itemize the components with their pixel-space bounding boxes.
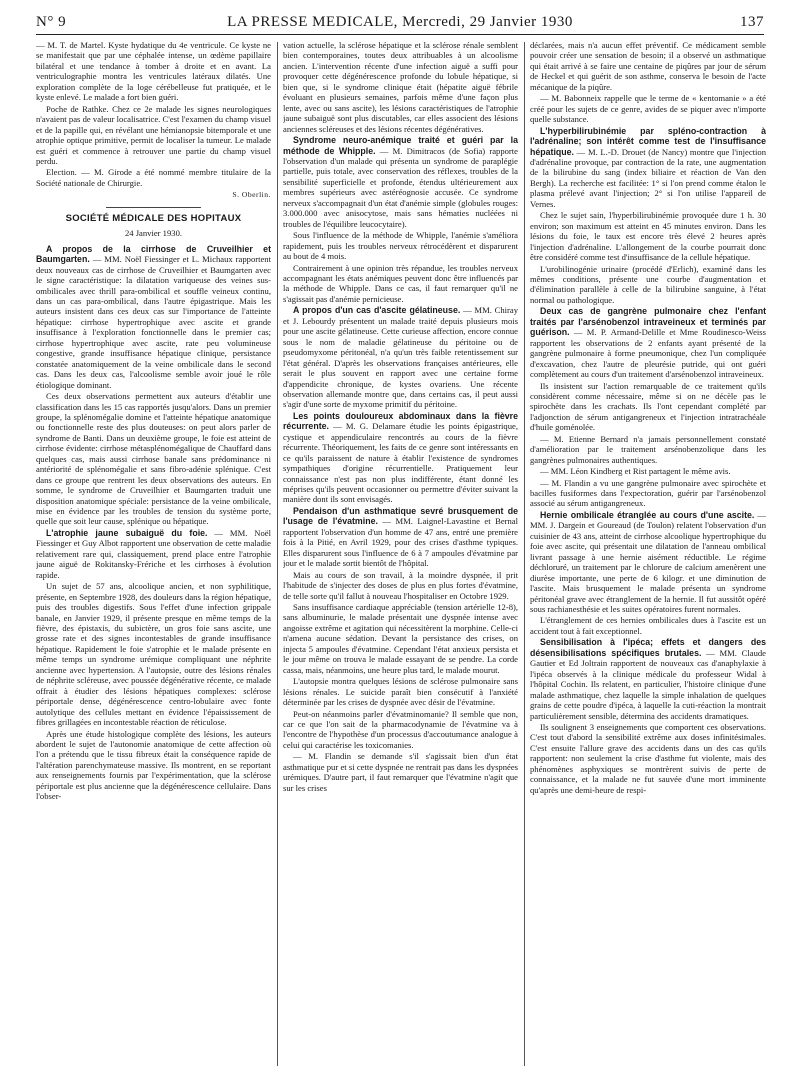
paragraph: — M. Flandin a vu une gangrène pulmonaire avec spirochète et bacilles fusiformes dans l'expectoration, guérir par l'arsénobenzol associé au sérum antigangreneux.: [530, 477, 766, 509]
article-heading: L'atrophie jaune subaiguë du foie.: [46, 527, 208, 538]
article-heading: Pendaison d'un asthmatique sevré brusquement de l'usage de l'évatmine.: [283, 505, 518, 527]
article-paragraph: Pendaison d'un asthmatique sevré brusquement de l'usage de l'évatmine. — MM. Laignel-Lavastine et Bernal rapportent l'observation d'un homme de 47 ans, entré une première fois à la Pitié, en Avril 1929, pour des crises d'asthme typiques. Elles disparurent sous l'influence de 6 à 7 ampoules d'évatmine par jour et le malade sortit bientôt de l'hôpital.: [283, 505, 518, 569]
column-1: [36, 40, 271, 1070]
paragraph: Poche de Rathke. Chez ce 2e malade les signes neurologiques n'avaient pas de valeur localisatrice. C'est l'examen du champ visuel et de la papille qui, en révélant une hémianopsie bitemporale et une atrophie optique primitive, permit de localiser la tumeur. Le malade est guéri et commence à retrouver une partie du champ visuel perdu.: [36, 103, 271, 166]
column-3: [530, 40, 766, 1070]
paragraph: Un sujet de 57 ans, alcoolique ancien, et non syphilitique, présente, en Septembre 1928, des douleurs dans la région hépatique, puis des troubles digestifs. Sous l'effet d'une infection grippale banale, en Janvier 1929, il présente presque en même temps de la fièvre, des épistaxis, du subictère, un gros foie sans ascite, une grosse rate et des signes incontestables de grande insuffisance hépatique. Rapidement le foie s'atrophie et le malade présente en même temps un syndrome urémique compliquant une néphrite ancienne avec hypertension. A l'autopsie, outre des lésions rénales de néphrite scléreuse, avec poussée dégénérative récente, ce malade offrait à étudier des lésions hépatiques complexes: sclérose périportale dense, dégénérescence centro-lobulaire avec fonte autolytique des cellules mettant en évidence l'épaississement de fibres grillagées en incontestable réaction de réticulose.: [36, 581, 271, 728]
paragraph: déclarées, mais n'a aucun effet préventif. Ce médicament semble pouvoir créer une sensation de besoin; il a observé un asthmatique qui était arrivé à se faire une centaine de piqûres par jour de sérum de Heckel et qui guérit de son asthme, conserva le besoin de l'acte mécanique de la piqûre.: [530, 40, 766, 92]
article-paragraph: L'atrophie jaune subaiguë du foie. — MM. Noël Fiessinger et Guy Albot rapportent une observation de cette maladie relativement rare qui, classiquement, prend place entre l'atrophie jaune aiguë de Rokitansky-Frériche et les cirrhoses à évolution rapide.: [36, 527, 271, 580]
article-paragraph: A propos d'un cas d'ascite gélatineuse. — MM. Chiray et J. Lebourdy présentent un malade traité depuis plusieurs mois pour une ascite gélatineuse. Cette curieuse affection, encore connue sous le nom de maladie gélatineuse du péritoine ou de pseudomyxome péritonéal, n'a qu'un très faible retentissement sur l'état général. D'après les observations françaises antérieures, elle serait le plus souvent en rapport avec une certaine forme d'appendicite chronique, de kystes ovariens. Une récente observation allemande montre que, dans certains cas, il peut aussi s'agir d'une sorte de myxome primitif du péritoine.: [283, 305, 518, 410]
signature: S. Oberlin.: [232, 190, 271, 200]
paragraph: Contrairement à une opinion très répandue, les troubles nerveux accompagnant les états anémiques peuvent donc être influencés par la méthode de Whipple. Dans ce cas, il faut remarquer qu'il ne s'agissait pas d'anémie pernicieuse.: [283, 262, 518, 304]
article-heading: Les points douloureux abdominaux dans la fièvre récurrente.: [283, 410, 518, 432]
paragraph: Ces deux observations permettent aux auteurs d'établir une classification dans les 15 cas rapportés jusqu'alors. Dans un premier groupe, la splénomégalie domine et l'atteinte hépatique anatomique ou fonctionnelle reste des plus douteuses: on peut alors parler de syndrome de Banti. Dans un deuxième groupe, le foie est atteint de cirrhose évidente: cirrhose métasplénomégalique de Chauffard dans quelques cas, mais aussi cirrhose banale sans prédominance ni antériorité de splénomégalie et sans fibro-adénie splénique. C'est dans ce groupe que rentrent les deux observations des auteurs. En somme, le syndrome de Cruveilhier et Baumgarten traduit une disposition anatomique spéciale: persistance de la veine ombilicale, mise en évidence par les troubles de tension du système porte, quelle que soit leur cause, splénique ou hépatique.: [36, 391, 271, 527]
paragraph: — M. T. de Martel. Kyste hydatique du 4e ventricule. Ce kyste ne se manifestait que par une céphalée intense, un œdème papillaire bilatéral et une tendance à tomber à droite et en avant. La ventriculographie montra les ventricules latéraux dilatés. Une exploration complète de la loge cérébelleuse fut pratiquée, et le kyste enlevé. Le malade a fort bien guéri.: [36, 40, 271, 103]
column-2: [283, 40, 518, 1070]
paragraph: Ils insistent sur l'action remarquable de ce traitement qu'ils considèrent comme nécessaire, même si on ne décèle pas le spirochète dans les crachats. Ils l'ont cependant complété par l'adjonction de sérum antigangreneux et l'injection intratrachéale d'huile goménolée.: [530, 380, 766, 433]
paragraph: Chez le sujet sain, l'hyperbilirubinémie provoquée dure 1 h. 30 environ; son maximum est atteint en 45 minutes environ. Dans les lésions du foie, le taux est encore très élevé 2 heures après l'injection d'adrénaline. L'allongement de la courbe pourrait donc être considéré comme test d'insuffisance de la cellule hépatique.: [530, 210, 766, 263]
paragraph: Election. — M. Girode a été nommé membre titulaire de la Société nationale de Chirurgie.: [36, 167, 271, 188]
paragraph: — M. Babonneix rappelle que le terme de « kentomanie » a été créé pour les sujets de ce genre, avides de se piquer avec n'importe quelle substance.: [530, 93, 766, 125]
column-separator: [277, 42, 278, 1066]
meeting-date: 24 Janvier 1930.: [124, 228, 183, 239]
article-paragraph: Deux cas de gangrène pulmonaire chez l'enfant traités par l'arsénobenzol intraveineux et terminés par guérison. — M. P. Armand-Delille et Mme Roudinesco-Weiss rapportent les observations de 2 enfants ayant présenté de la gangrène pulmonaire à forme pneumonique, chez l'un compliquée d'excavation, chez l'autre de pleurésie putride, qui ont guéri complètement au cours d'un traitement d'arsénobenzol intraveineux.: [530, 306, 766, 380]
paragraph: — M. Etienne Bernard n'a jamais personnellement constaté d'amélioration par le traitement arsénobenzolique dans les gangrènes pulmonaires authentiques.: [530, 433, 766, 465]
article-paragraph: Syndrome neuro-anémique traité et guéri par la méthode de Whipple. — M. Dimitracos (de Sofia) rapporte l'observation d'un malade qui présenta un syndrome de paraplégie partielle, puis totale, avec conservation des réflexes, troubles de la sensibilité superficielle et profonde, étendus ultérieurement aux membres supérieurs avec astéréognosie accusée. Ce syndrome nerveux s'accompagnait d'un état d'anémie simple (globules rouges: 3.000.000 avec anisocytose, mais sans hématies nucléées ni troubles de l'équilibre leucocytaire).: [283, 135, 518, 229]
article-heading: A propos d'un cas d'ascite gélatineuse.: [293, 305, 461, 316]
article-heading: A propos de la cirrhose de Cruveilhier et Baumgarten.: [36, 243, 271, 265]
column-separator: [524, 42, 525, 1066]
paragraph: Après une étude histologique complète des lésions, les auteurs abordent le sujet de l'autonomie anatomique de cette affection où l'on a prétendu que le tissu fibreux était la conséquence rapide de l'altération parenchymateuse massive. Ils montrent, en se reportant aux renseignements fournis par l'expérimentation, que la sclérose périportale est plus ancienne que la dégénérescence cellulaire. Dans l'obser-: [36, 728, 271, 802]
paragraph: Sous l'influence de la méthode de Whipple, l'anémie s'améliora rapidement, puis les troubles nerveux rétrocédèrent et disparurent au bout de 4 mois.: [283, 230, 518, 262]
section-title: SOCIÉTÉ MÉDICALE DES HOPITAUX: [65, 212, 242, 224]
article-paragraph: Sensibilisation à l'ipéca; effets et dangers des désensibilisations spécifiques brutales. — MM. Claude Gautier et Ed Joltrain rapportent de nouveaux cas d'anaphylaxie à l'ipéca observés à la clinique médicale du professeur Widal à l'hôpital Cochin. Ils relatent, en particulier, l'histoire clinique d'une malade asthmatique, chez laquelle la simple inhalation de quelques grains de cette poudre d'ipéca, à laquelle la cuti-réaction la montrait particulièrement sensible, détermina des accidents dramatiques.: [530, 637, 766, 721]
article-paragraph: Hernie ombilicale étranglée au cours d'une ascite. — MM. J. Dargein et Goureaud (de Toulon) relatent l'observation d'un cuisinier de 43 ans, atteint de cirrhose alcoolique hypertrophique du foie avec ascite, qui présentait une dilatation de l'anneau ombilical livrant passage à une hernie aisément réductible. Le régime déchloruré, un traitement par le chlorure de calcium amenèrent une diurèse importante, une perte de 6 kilogr. et une diminution de l'ascite. Mais brusquement le malade présenta un syndrome péritonéal grave avec étranglement de la hernie. Il fut aussitôt opéré sous rachianesthésie et les suites opératoires furent normales.: [530, 509, 766, 615]
paragraph: L'étranglement de ces hernies ombilicales dues à l'ascite est un accident tout à fait exceptionnel.: [530, 615, 766, 636]
page-number: 137: [740, 14, 764, 30]
article-heading: Sensibilisation à l'ipéca; effets et dangers des désensibilisations spécifiques brutales.: [530, 637, 766, 658]
article-heading: L'hyperbilirubinémie par spléno-contraction à l'adrénaline; son intérêt comme test de l'insuffisance hépatique.: [530, 125, 766, 157]
article-paragraph: A propos de la cirrhose de Cruveilhier et Baumgarten. — MM. Noël Fiessinger et L. Michaux rapportent deux nouveaux cas de cirrhose de Cruveilhier et Baumgarten avec le signe caractéristique: la dilatation variqueuse des veines sus-ombilicales avec thrill para-ombilical et souffle veineux continu, dans un cas para-ombilical, dans l'autre épigastrique. Mais les auteurs insistent dans ces deux cas sur l'importance de l'atteinte hépatique: cirrhose hypertrophique avec ascite et grande insuffisance à l'exploration fonctionnelle dans le premier cas; cirrhose hypertrophique avec ascite, rate peu volumineuse congestive, grande insuffisance hépatique clinique, persistance constatée anatomiquement de la veine ombilicale dans le second cas. Dans les deux cas, l'alcoolisme semble avoir joué le rôle étiologique dominant.: [36, 243, 271, 390]
article-heading: Syndrome neuro-anémique traité et guéri par la méthode de Whipple.: [283, 135, 518, 156]
article-heading: Hernie ombilicale étranglée au cours d'une ascite.: [540, 509, 755, 520]
issue-number: N° 9: [36, 14, 67, 30]
paragraph: — MM. Léon Kindberg et Rist partagent le même avis.: [540, 466, 731, 477]
paragraph: Ils soulignent 3 enseignements que comportent ces observations. C'est tout d'abord la sensibilité extrême aux doses infinitésimales. C'est ensuite l'allure grave des accidents dans un des cas qu'ils rapportent: non seulement la crise d'asthme fut violente, mais des phénomènes asphyxiques se montrèrent suivis de perte de connaissance, et la malade ne fut sauvée d'une mort imminente qu'après une demi-heure de respi-: [530, 722, 766, 795]
article-heading: Deux cas de gangrène pulmonaire chez l'enfant traités par l'arsénobenzol intraveineux et terminés par guérison.: [530, 306, 766, 338]
header-rule: [36, 34, 764, 35]
paragraph: Mais au cours de son travail, à la moindre dyspnée, il prit l'habitude de s'injecter des doses de plus en plus fortes d'évatmine, de telle sorte qu'il fallut à nouveau l'hospitaliser en Octobre 1929.: [283, 569, 518, 601]
running-header: [36, 10, 764, 36]
article-paragraph: L'hyperbilirubinémie par spléno-contraction à l'adrénaline; son intérêt comme test de l'insuffisance hépatique. — M. L.-D. Drouet (de Nancy) montre que l'injection d'adrénaline provoque, par contraction de la rate, une augmentation de la bilirubine du sang (index biliaire et réaction de Van den Bergh). La recherche est facilitée: 1° si l'on prend comme étalon le plasma prélevé avant l'injection; 2° si l'on utilise l'appareil de Vernes.: [530, 125, 766, 209]
paragraph: L'urobilinogénie urinaire (procédé d'Erlich), examiné dans les mêmes conditions, présente une courbe d'augmentation et d'élimination parallèle à celle de la bilirubine sanguine, à l'état normal ou pathologique.: [530, 263, 766, 305]
paragraph: vation actuelle, la sclérose hépatique et la sclérose rénale semblent bien contemporaines, toutes deux attribuables à un alcoolisme ancien. L'intervention récente d'une infection aiguë a suffi pour provoquer cette dégénérescence profonde du lobule hépatique, si bien que, si le syndrome clinique était (hépatite aiguë fébrile évoluant en plusieurs semaines, parfois même d'une façon plus lente, avec ou sans ascite), les lésions caractéristiques de l'atrophie jaune subaiguë sont plus discutables, car elles associent des lésions anciennes scléreuses et des lésions récentes dégénératives.: [283, 40, 518, 134]
journal-title: LA PRESSE MEDICALE, Mercredi, 29 Janvier 1930: [227, 14, 573, 30]
paragraph: — M. Flandin se demande s'il s'agissait bien d'un état asthmatique pur et si cette dyspnée ne rentrait pas dans les dyspnées urémiques. D'autre part, il faut remarquer que l'évatmine n'agit que sur les crises: [283, 751, 518, 793]
paragraph: Sans insuffisance cardiaque appréciable (tension artérielle 12-8), sans albuminurie, le malade présentait une dyspnée intense avec angoisse extrême et agitation qui nécessitèrent la morphine. Celle-ci n'amena aucune sédation. Devant la persistance des crises, on injecta 5 ampoules d'évatmine. Cependant l'état anxieux persista et le jour même on trouva le malade essayant de se pendre. La corde cassa, mais, néanmoins, une heure plus tard, le malade mourut.: [283, 602, 518, 675]
article-paragraph: Les points douloureux abdominaux dans la fièvre récurrente. — M. G. Delamare étudie les points épigastrique, cystique et appendiculaire rencontrés au cours de la fièvre récurrente. Théoriquement, les faits de ce genre sont intéressants en ce qu'ils paraissent de nature à établir l'existence de syndromes sympathiques d'origine récurrentielle. Pratiquement leur connaissance n'est pas non plus indifférente, étant donné les méprises qu'ils peuvent occasionner ou permettre d'éviter suivant la manière dont ils sont envisagés.: [283, 410, 518, 505]
paragraph: Peut-on néanmoins parler d'évatminomanie? Il semble que non, car ce que l'on sait de la pharmacodynamie de l'évatmine va à l'encontre de l'hypothèse d'un processus d'accoutumance analogue à celui qui caractérise les toxicomanies.: [283, 708, 518, 750]
divider: [106, 207, 201, 208]
paragraph: L'autopsie montra quelques lésions de sclérose pulmonaire sans lésions rénales. Le suicide paraît bien consécutif à l'anxiété déterminée par les crises de dyspnée avec désir de l'évatmine.: [283, 676, 518, 708]
